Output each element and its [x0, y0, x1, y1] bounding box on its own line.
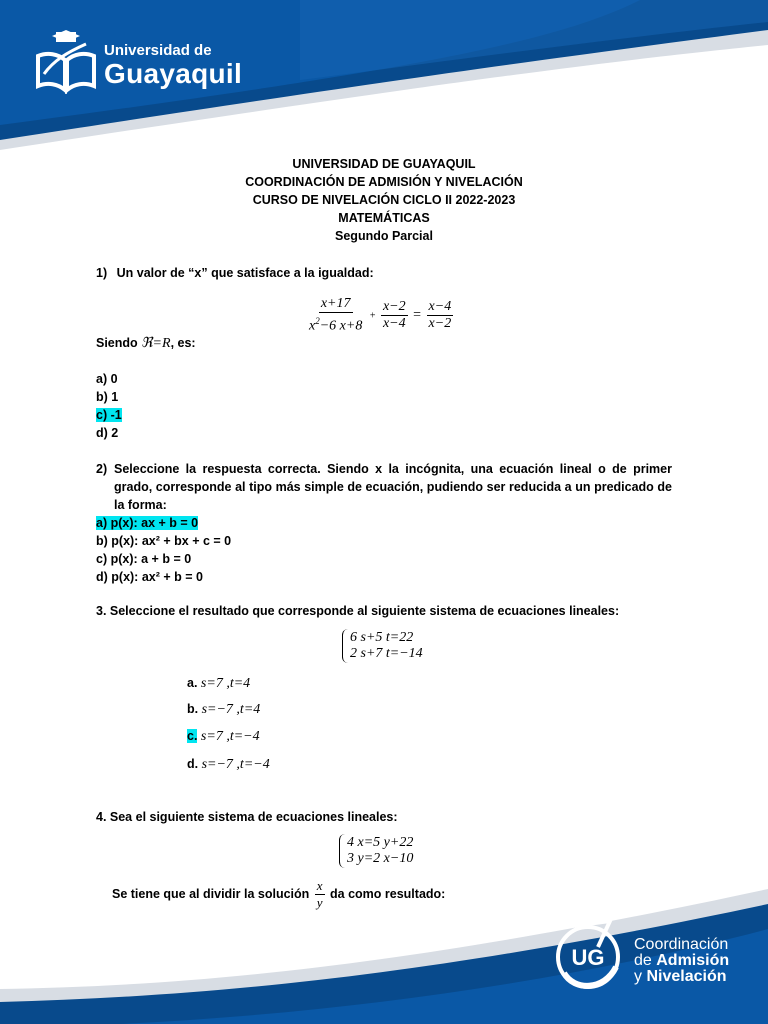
header-line5: Segundo Parcial — [335, 229, 433, 243]
q4-equation-2: 3 y=2 x−10 — [347, 851, 414, 866]
domain-math: ℜ=R — [141, 336, 171, 351]
q1-option-b[interactable]: b) 1 — [96, 390, 119, 404]
book-emblem-icon — [34, 30, 98, 94]
q1-equation: $\frac{x+17}{x^2-6 x+8}$ + $\frac{x-2}{x-4}$ = $\frac{x-4}{x-2}$ — [309, 296, 452, 334]
q3-system — [350, 630, 423, 662]
highlighted-answer: a) p(x): ax + b = 0 — [96, 516, 199, 530]
q1-text: Un valor de “x” que satisface a la igualdad: — [116, 266, 374, 280]
q3-equation-1: 6 s+5 t=22 — [350, 630, 414, 645]
q4-result: Se tiene que al dividir la solución $\frac{x}{y}$ da como resultado: — [112, 878, 446, 910]
highlighted-answer: c. — [187, 729, 198, 743]
q2-option-c[interactable]: c) p(x): a + b = 0 — [96, 552, 192, 566]
logo-line2: Guayaquil — [104, 58, 243, 89]
q2-option-a[interactable] — [96, 514, 198, 532]
logo-line1: Universidad de — [104, 42, 212, 59]
coordination-logo — [550, 917, 750, 997]
document-header — [0, 155, 768, 245]
coordination-text: Coordinación de Admisión y Nivelación — [634, 936, 730, 985]
q3-option-a[interactable]: a. s=7 ,t=4 — [187, 676, 251, 691]
q1-option-a[interactable]: a) 0 — [96, 372, 118, 386]
header-line3: CURSO DE NIVELACIÓN CICLO II 2022-2023 — [252, 193, 516, 207]
q2-option-b[interactable]: b) p(x): ax² + bx + c = 0 — [96, 534, 232, 548]
q3-option-d[interactable]: d. s=−7 ,t=−4 — [187, 757, 270, 772]
header-line2: COORDINACIÓN DE ADMISIÓN Y NIVELACIÓN — [245, 175, 523, 189]
highlighted-answer: c) -1 — [96, 408, 122, 422]
q2-number: 2) — [96, 462, 108, 476]
q1-fraction-3: $\frac{x-4}{x-2}$ — [428, 298, 452, 331]
brace-icon — [342, 629, 350, 663]
q2-option-d[interactable]: d) p(x): ax² + b = 0 — [96, 570, 203, 584]
q1-number: 1) — [96, 266, 108, 280]
q1-option-d[interactable]: d) 2 — [96, 426, 119, 440]
q4-prompt: 4. Sea el siguiente sistema de ecuaciones lineales: — [96, 810, 398, 824]
q3-option-b[interactable]: b. s=−7 ,t=4 — [187, 702, 261, 717]
q3-option-c[interactable]: c. s=7 ,t=−4 — [187, 729, 260, 744]
q3-equation-2: 2 s+7 t=−14 — [350, 646, 423, 661]
q4-fraction: $\frac{x}{y}$ — [316, 878, 323, 910]
university-logo — [34, 28, 243, 98]
q1-option-c[interactable] — [96, 406, 122, 424]
q1-prompt — [96, 264, 374, 282]
q4-system — [347, 835, 413, 867]
svg-text:UG: UG — [571, 945, 605, 970]
brace-icon — [339, 834, 347, 868]
q4-equation-1: 4 x=5 y+22 — [347, 835, 414, 850]
ug-shield-icon — [550, 917, 630, 997]
q1-domain: Siendo ℜ=R, es: — [96, 336, 196, 351]
q3-prompt: 3. Seleccione el resultado que corresponde al siguiente sistema de ecuaciones lineales: — [96, 604, 620, 618]
header-line4: MATEMÁTICAS — [338, 211, 430, 225]
q2-prompt — [96, 460, 672, 514]
q2-text: Seleccione la respuesta correcta. Siendo x la incógnita, una ecuación lineal o de primer grado, corresponde al tipo más simple de ecuación, pudiendo ser reducida a un predicado de la forma: — [114, 462, 672, 512]
q1-fraction-1: $\frac{x+17}{x^2-6 x+8}$ — [309, 296, 363, 334]
q1-fraction-2: $\frac{x-2}{x-4}$ — [382, 298, 406, 331]
header-line1: UNIVERSIDAD DE GUAYAQUIL — [292, 157, 476, 171]
